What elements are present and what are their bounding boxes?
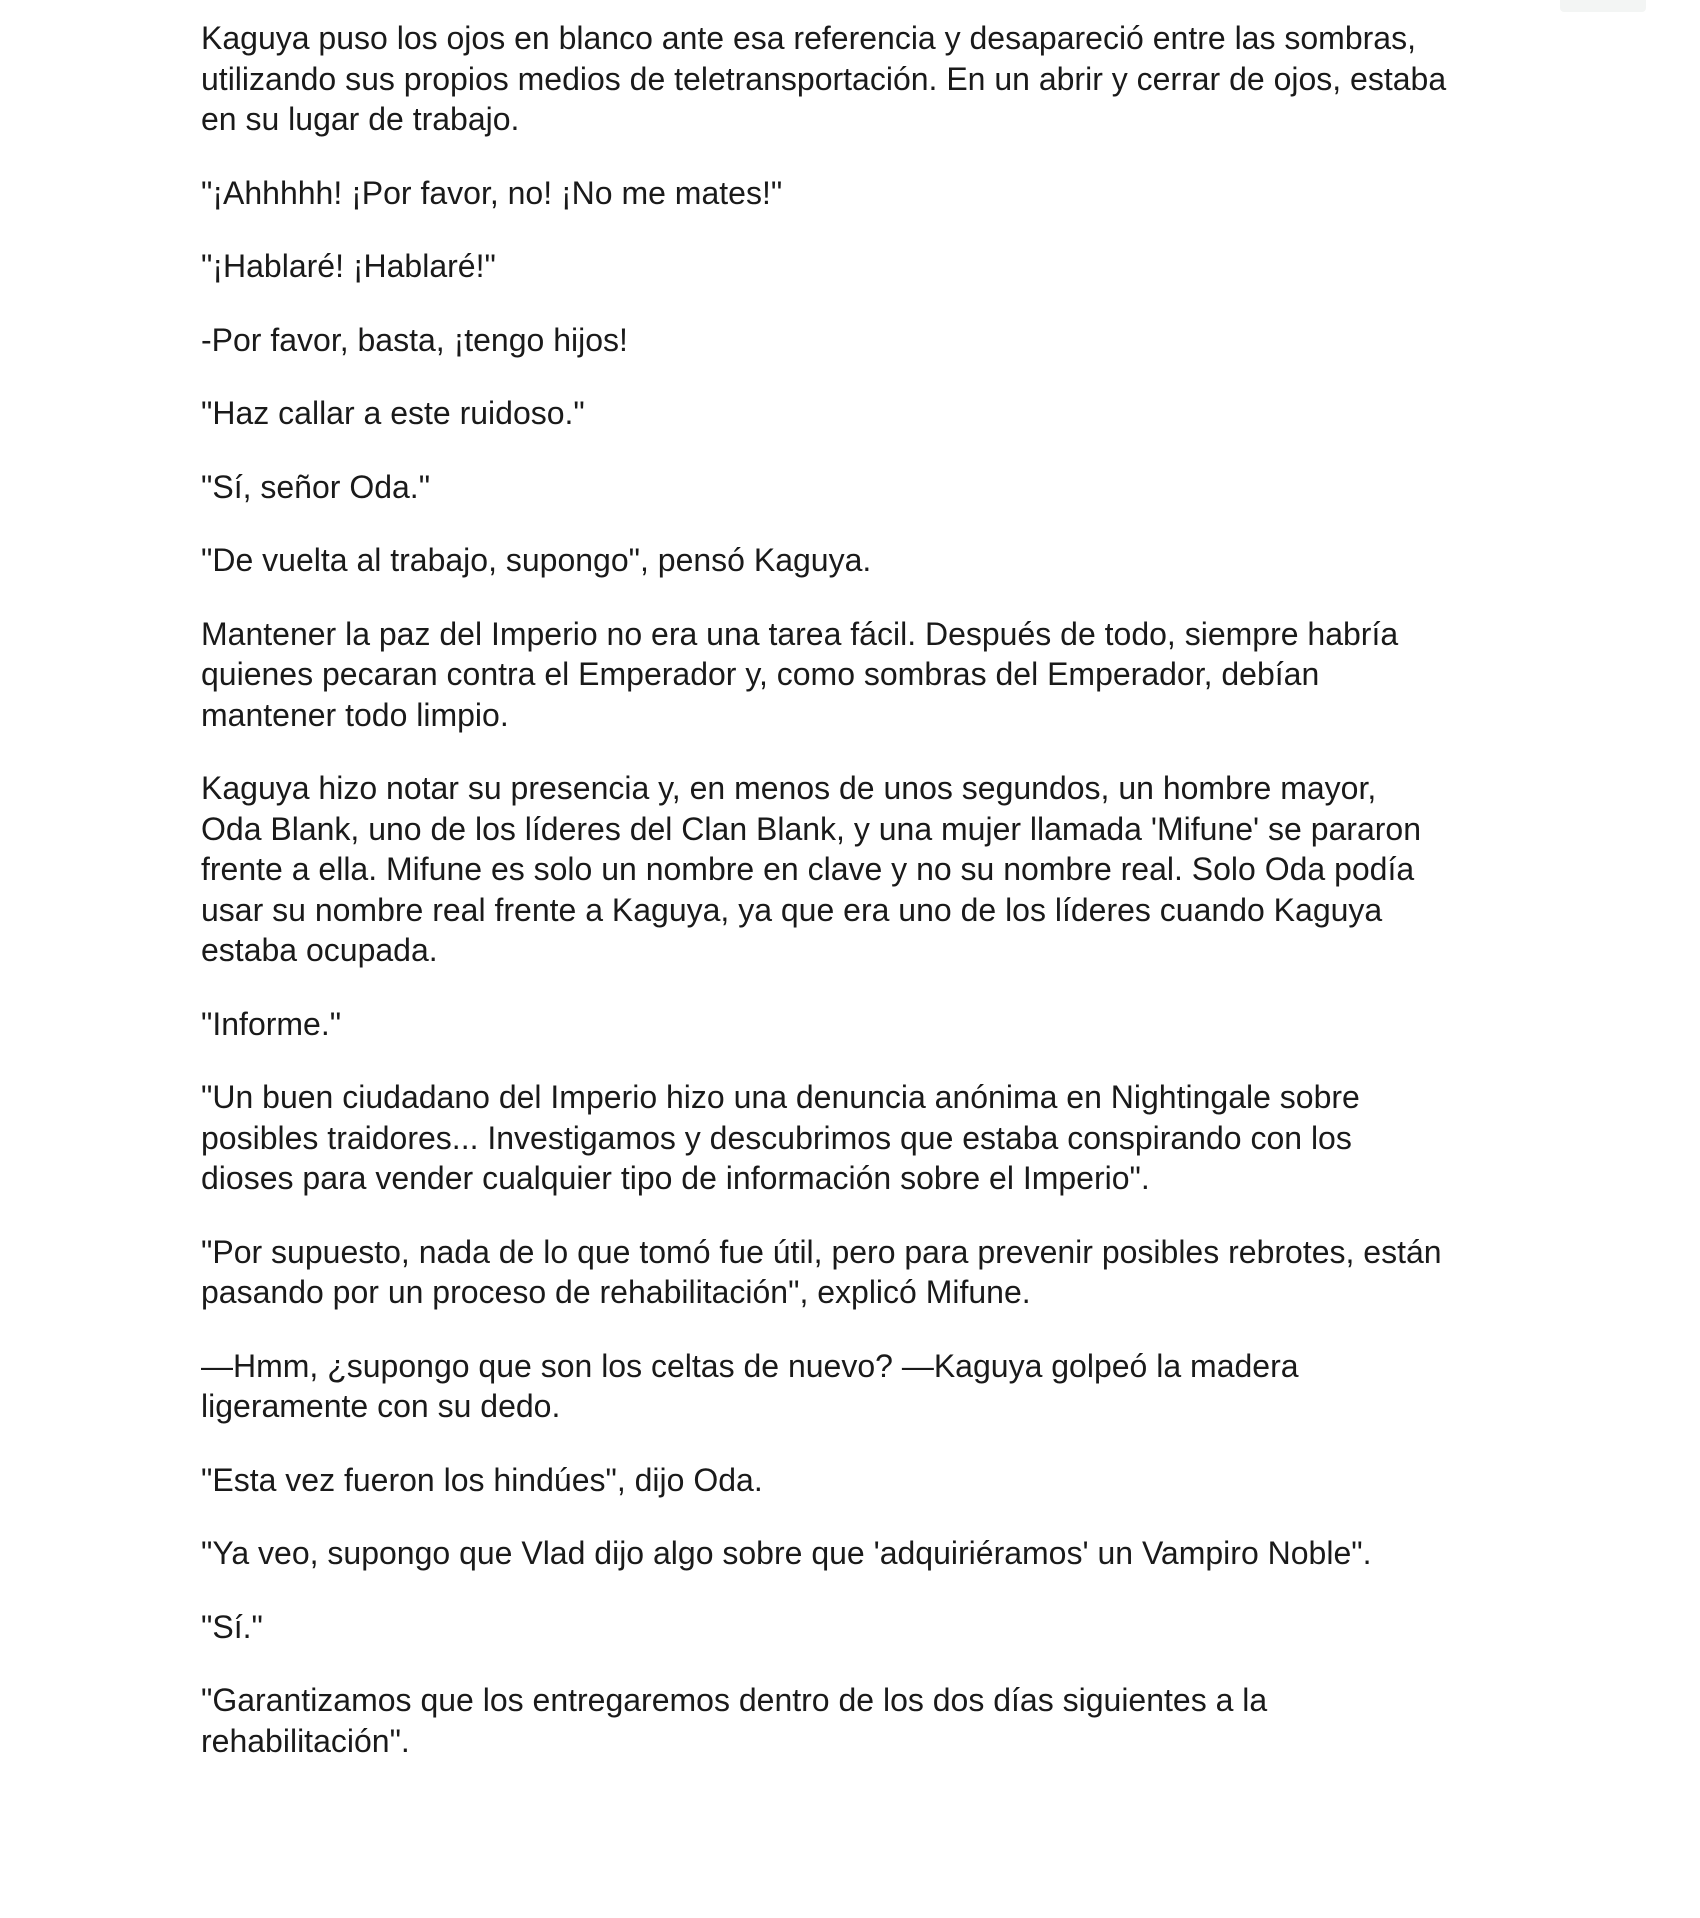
paragraph: "Un buen ciudadano del Imperio hizo una denuncia anónima en Nightingale sobre posibles traidores... Investigamos y descubrimos que estaba conspirando con los dioses para vender cualquier tipo de información sobre el Imperio". xyxy=(201,1079,1360,1196)
paragraph: "Sí, señor Oda." xyxy=(201,468,431,505)
paragraph: "Por supuesto, nada de lo que tomó fue útil, pero para prevenir posibles rebrotes, están pasando por un proceso de rehabilitación", explicó Mifune. xyxy=(201,1233,1442,1310)
paragraph: Kaguya puso los ojos en blanco ante esa referencia y desapareció entre las sombras, utilizando sus propios medios de teletransportación. En un abrir y cerrar de ojos, estaba en su lugar de trabajo. xyxy=(201,20,1447,137)
paragraph: Kaguya hizo notar su presencia y, en menos de unos segundos, un hombre mayor, Oda Blank, uno de los líderes del Clan Blank, y una mujer llamada 'Mifune' se pararon frente a ella. Mifune es solo un nombre en clave y no su nombre real. Solo Oda podía usar su nombre real frente a Kaguya, ya que era uno de los líderes cuando Kaguya estaba ocupada. xyxy=(201,770,1421,968)
corner-tab xyxy=(1560,0,1646,12)
paragraph: —Hmm, ¿supongo que son los celtas de nuevo? —Kaguya golpeó la madera ligeramente con su dedo. xyxy=(201,1347,1299,1424)
paragraph: "¡Ahhhhh! ¡Por favor, no! ¡No me mates!" xyxy=(201,174,783,211)
paragraph: "Esta vez fueron los hindúes", dijo Oda. xyxy=(201,1461,763,1498)
paragraph: -Por favor, basta, ¡tengo hijos! xyxy=(201,321,628,358)
paragraph: "Garantizamos que los entregaremos dentro de los dos días siguientes a la rehabilitación". xyxy=(201,1682,1268,1759)
paragraph: Mantener la paz del Imperio no era una tarea fácil. Después de todo, siempre habría quienes pecaran contra el Emperador y, como sombras del Emperador, debían mantener todo limpio. xyxy=(201,615,1399,733)
text-column xyxy=(201,18,1521,1794)
paragraph: "Sí." xyxy=(201,1608,263,1645)
paragraph: "De vuelta al trabajo, supongo", pensó Kaguya. xyxy=(201,542,872,578)
paragraph: "Informe." xyxy=(201,1005,342,1042)
paragraph: "¡Hablaré! ¡Hablaré!" xyxy=(201,248,496,284)
paragraph: "Haz callar a este ruidoso." xyxy=(201,395,585,431)
paragraph: "Ya veo, supongo que Vlad dijo algo sobre que 'adquiriéramos' un Vampiro Noble". xyxy=(201,1535,1372,1571)
